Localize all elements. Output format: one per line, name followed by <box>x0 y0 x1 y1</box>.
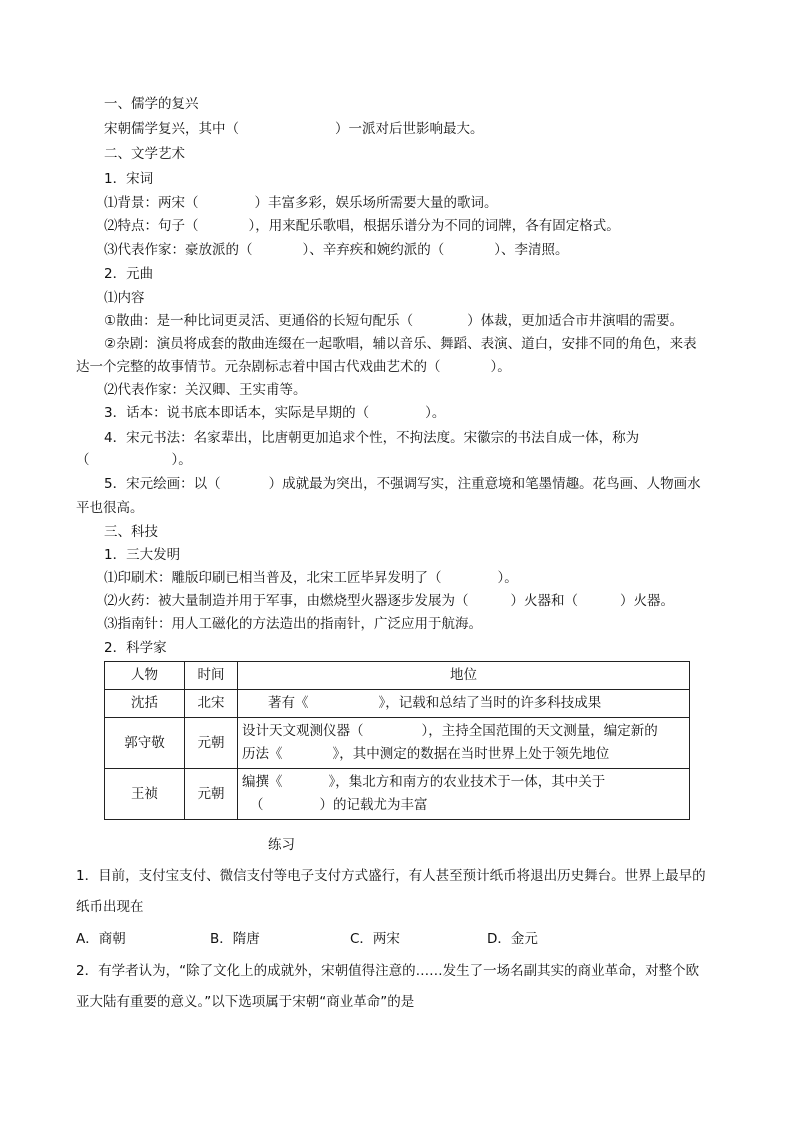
header-status: 地位 <box>238 662 690 690</box>
inventions-title: 1．三大发明 <box>104 547 181 563</box>
option-c: C．两宋 <box>350 931 400 947</box>
section-heading-literature: 二、文学艺术 <box>104 146 185 162</box>
compass-line: ⑶指南针：用人工磁化的方法造出的指南针，广泛应用于航海。 <box>104 616 482 632</box>
option-d: D．金元 <box>487 931 538 947</box>
scientist-name: 郭守敬 <box>105 718 185 769</box>
question-2-line-1: 2．有学者认为，“除了文化上的成就外，宋朝值得注意的……发生了一场名副其实的商业革命，对整个欧 <box>76 963 700 979</box>
table-row <box>105 690 690 718</box>
question-1-line-2: 纸币出现在 <box>76 899 144 915</box>
gunpowder-line: ⑵火药：被大量制造并用于军事，由燃烧型火器逐步发展为（ ）火器和（ ）火器。 <box>104 593 674 609</box>
painting-line-2: 平也很高。 <box>76 500 144 516</box>
scientist-name: 王祯 <box>105 769 185 820</box>
yuanqu-content-label: ⑴内容 <box>104 290 145 306</box>
exercise-title: 练习 <box>268 837 295 853</box>
scientist-name: 沈括 <box>105 690 185 718</box>
songci-authors: ⑶代表作家：豪放派的（ ）、辛弃疾和婉约派的（ ）、李清照。 <box>104 242 569 258</box>
scientists-table <box>104 661 690 820</box>
section-heading-confucianism: 一、儒学的复兴 <box>104 96 199 112</box>
songci-title: 1．宋词 <box>104 171 154 187</box>
table-header-row <box>105 662 690 690</box>
section-heading-technology: 三、科技 <box>104 524 158 540</box>
scientist-status: 设计天文观测仪器（ ），主持全国范围的天文测量，编定新的 历法《 》，其中测定的数据在当时世界上处于领先地位 <box>238 718 690 769</box>
scientist-time: 北宋 <box>185 690 238 718</box>
scientist-status: 编撰《 》，集北方和南方的农业技术于一体，其中关于 （ ）的记载尤为丰富 <box>238 769 690 820</box>
calligraphy-line-1: 4．宋元书法：名家辈出，比唐朝更加追求个性，不拘法度。宋徽宗的书法自成一体，称为 <box>104 430 640 446</box>
header-time: 时间 <box>185 662 238 690</box>
yuanqu-title: 2．元曲 <box>104 266 154 282</box>
question-2-line-2: 亚大陆有重要的意义。”以下选项属于宋朝“商业革命”的是 <box>76 994 415 1010</box>
scientist-time: 元朝 <box>185 718 238 769</box>
header-person: 人物 <box>105 662 185 690</box>
calligraphy-line-2: （ ）。 <box>76 452 192 468</box>
yuanqu-authors: ⑵代表作家：关汉卿、王实甫等。 <box>104 382 307 398</box>
question-1-line-1: 1．目前，支付宝支付、微信支付等电子支付方式盛行，有人甚至预计纸币将退出历史舞台。世界上最早的 <box>76 868 706 884</box>
huaben-line: 3．话本：说书底本即话本，实际是早期的（ ）。 <box>104 405 446 421</box>
zaju-line-1: ②杂剧：演员将成套的散曲连缀在一起歌唱，辅以音乐、舞蹈、表演、道白，安排不同的角色，来表 <box>104 336 697 352</box>
confucianism-line: 宋朝儒学复兴，其中（ ）一派对后世影响最大。 <box>104 121 484 137</box>
option-b: B．隋唐 <box>210 931 260 947</box>
table-row <box>105 718 690 769</box>
scientist-status: 著有《 》，记载和总结了当时的许多科技成果 <box>238 690 690 718</box>
painting-line-1: 5．宋元绘画：以（ ）成就最为突出，不强调写实，注重意境和笔墨情趣。花鸟画、人物画水 <box>104 476 701 492</box>
option-a: A．商朝 <box>76 931 126 947</box>
songci-features: ⑵特点：句子（ ），用来配乐歌唱，根据乐谱分为不同的词牌，各有固定格式。 <box>104 218 620 234</box>
table-row <box>105 769 690 820</box>
scientist-time: 元朝 <box>185 769 238 820</box>
sanqu-line: ①散曲：是一种比词更灵活、更通俗的长短句配乐（ ）体裁，更加适合市井演唱的需要。 <box>104 313 684 329</box>
scientists-title: 2．科学家 <box>104 640 167 656</box>
songci-background: ⑴背景：两宋（ ）丰富多彩，娱乐场所需要大量的歌词。 <box>104 195 498 211</box>
zaju-line-2: 达一个完整的故事情节。元杂剧标志着中国古代戏曲艺术的（ ）。 <box>76 359 511 375</box>
printing-line: ⑴印刷术：雕版印刷已相当普及，北宋工匠毕昇发明了（ ）。 <box>104 570 518 586</box>
